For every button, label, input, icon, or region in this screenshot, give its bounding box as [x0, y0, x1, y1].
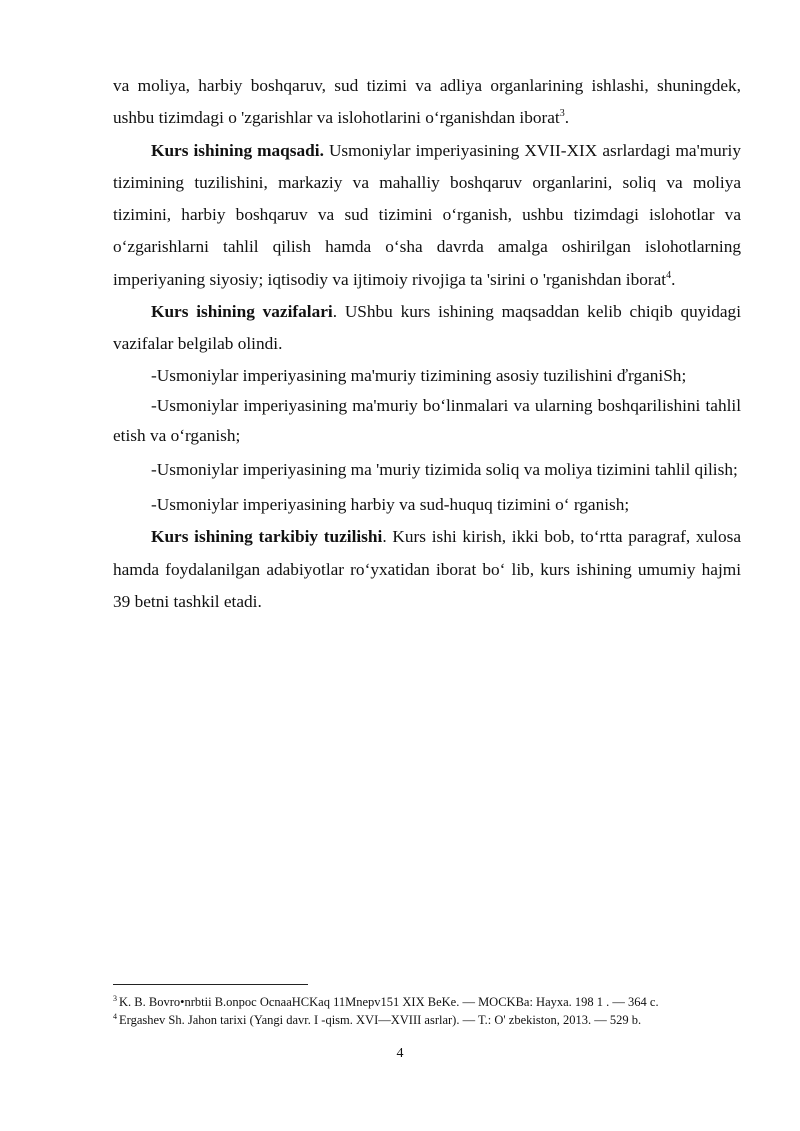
- footnote-text: K. B. Bovro•nrbtii B.onpoc OcnaaHCKaq 11Mnepv151 XIX BeKe. — MOCKBa: Hayxa. 198 1 . — 364 c.: [119, 995, 659, 1009]
- list-item-text: Usmoniylar imperiyasining ma 'muriy tizimida soliq va moliya tizimini tahlil qilish;: [156, 459, 738, 479]
- footnote-reference: 4: [666, 270, 672, 282]
- paragraph-structure: [113, 521, 741, 618]
- list-dash: -: [151, 494, 157, 514]
- list-dash: -: [151, 395, 157, 415]
- section-heading: Kurs ishining maqsadi.: [151, 140, 324, 160]
- paragraph-end: .: [671, 269, 676, 289]
- page-number: 4: [396, 1046, 404, 1061]
- footnote-text: Ergashev Sh. Jahon tarixi (Yangi davr. I -qism. XVI—XVIII asrlar). — T.: O' zbekiston, 2013. — 529 b.: [119, 1013, 642, 1027]
- paragraph-text: . UShbu kurs ishining maqsaddan kelib chiqib quyidagi vazifalar belgilab olindi.: [113, 302, 741, 354]
- footnote-number: 4: [113, 1011, 117, 1021]
- list-dash: -: [151, 365, 157, 385]
- list-item: [113, 489, 741, 521]
- paragraph-continuation: [113, 70, 741, 135]
- paragraph-tasks: [113, 296, 741, 361]
- footnote: [113, 1011, 741, 1029]
- paragraph-end: .: [564, 108, 570, 128]
- list-item-text: Usmoniylar imperiyasining harbiy va sud-huquq tizimini o‘ rganish;: [156, 494, 630, 514]
- list-item: [113, 454, 741, 486]
- footnote-separator: [113, 984, 308, 985]
- footnote-number: 3: [113, 993, 117, 1003]
- list-item-text: Usmoniylar imperiyasining ma'muriy bo‘linmalari va ularning boshqarilishini tahlil etish va o‘rganish;: [113, 395, 741, 445]
- paragraph-text: Usmoniylar imperiyasining XVII-XIX asrlardagi ma'muriy tizimining tuzilishini, markaziy va mahalliy boshqaruv organlarini, soliq va moliya tizimini, harbiy boshqaruv va sud tizimini o‘rganish, ushbu tizimdagi islohotlar va o‘zgarishlarni tahlil qilish hamda o‘sha davrda amalga oshirilgan islohotlarning imperiyaning siyosiy; iqtisodiy va ijtimoiy rivojiga ta 'sirini o 'rganishdan iborat: [113, 140, 741, 289]
- list-item-text: Usmoniylar imperiyasining ma'muriy tizimining asosiy tuzilishini ďrganiSh;: [156, 365, 687, 385]
- paragraph-text: . Kurs ishi kirish, ikki bob, to‘rtta paragraf, xulosa hamda foydalanilgan adabiyotlar ro‘yxatidan iborat bo‘ lib, kurs ishining umumiy hajmi 39 betni tashkil etadi.: [113, 527, 742, 611]
- section-heading: Kurs ishining tarkibiy tuzilishi: [151, 527, 383, 547]
- footnote: [113, 993, 741, 1011]
- body-text: [113, 70, 741, 618]
- footnotes: [113, 993, 741, 1029]
- paragraph-purpose: [113, 135, 741, 296]
- list-dash: -: [151, 459, 157, 479]
- footnote-reference: 3: [559, 108, 565, 120]
- paragraph-text: va moliya, harbiy boshqaruv, sud tizimi va adliya organlarining ishlashi, shuningdek, ushbu tizimdagi o 'zgarishlar va islohotlarini o‘rganishdan iborat: [113, 76, 741, 128]
- section-heading: Kurs ishining vazifalari: [151, 302, 333, 322]
- list-item: [113, 361, 741, 391]
- list-item: [113, 391, 741, 451]
